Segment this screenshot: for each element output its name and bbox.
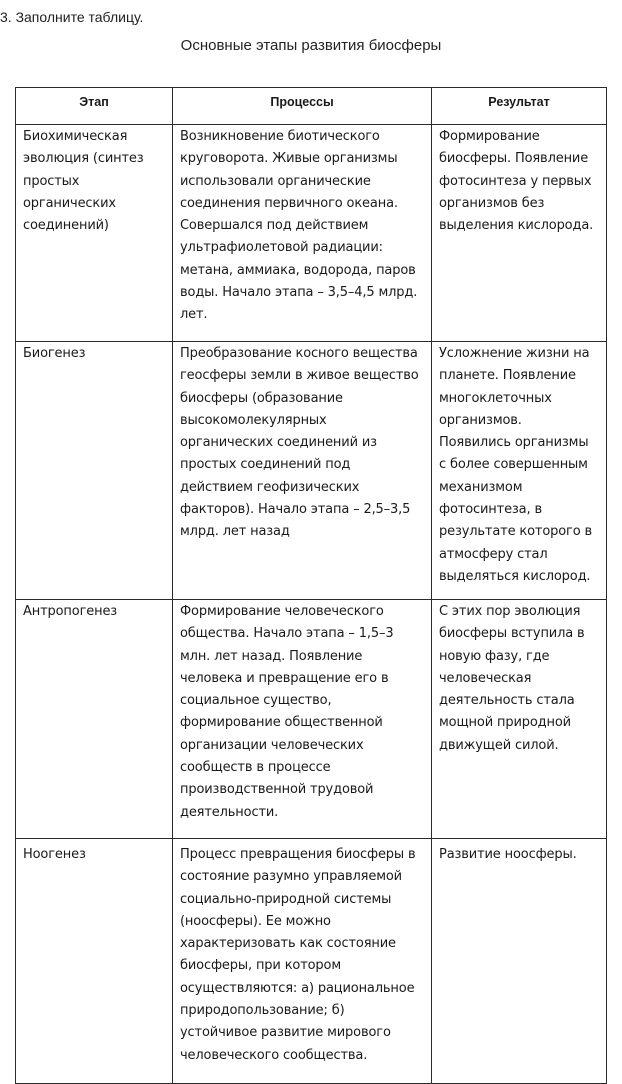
- cell-line: эволюция (синтез: [23, 151, 144, 167]
- cell-line: Совершался под действием: [180, 218, 369, 234]
- cell-line: формирование общественной: [180, 715, 383, 731]
- header-row: [16, 88, 607, 125]
- cell-line: круговорота. Живые организмы: [180, 151, 398, 167]
- cell-line: социальное существо,: [180, 693, 332, 709]
- cell-line: млн. лет назад. Появление: [180, 648, 363, 664]
- cell-line: организмов.: [439, 412, 522, 428]
- cell-line: факторов). Начало этапа – 2,5–3,5: [180, 502, 411, 518]
- header-result: Результат: [432, 88, 607, 125]
- cell-line: биосферы вступила в: [439, 626, 585, 642]
- cell-line: биосферы, при котором: [180, 958, 341, 974]
- cell-line: органических соединений из: [180, 435, 377, 451]
- processes-cell: [173, 600, 432, 839]
- cell-line: органических: [23, 195, 116, 211]
- header-stage: Этап: [16, 88, 173, 125]
- table-row: [16, 342, 607, 600]
- stage-cell: [16, 125, 173, 342]
- cell-line: характеризовать как состояние: [180, 936, 396, 952]
- result-cell: [432, 600, 607, 839]
- cell-line: состояние разумно управляемой: [180, 869, 402, 885]
- result-cell: [432, 342, 607, 600]
- cell-line: с более совершенным: [439, 457, 588, 473]
- cell-line: новую фазу, где: [439, 648, 550, 664]
- cell-line: человеческого сообщества.: [180, 1047, 368, 1063]
- cell-line: использовали органические: [180, 173, 371, 189]
- cell-line: Развитие ноосферы.: [439, 847, 577, 862]
- cell-line: природопользование; б): [180, 1003, 345, 1019]
- stage-cell: [16, 839, 173, 1084]
- cell-line: простых: [23, 173, 80, 189]
- cell-line: осуществляются: а) рациональное: [180, 980, 415, 996]
- task-label: 3. Заполните таблицу.: [0, 9, 144, 25]
- cell-line: механизмом: [439, 479, 523, 495]
- cell-line: Биохимическая: [23, 129, 128, 144]
- cell-line: геосферы земли в живое вещество: [180, 368, 419, 384]
- cell-line: Формирование человеческого: [180, 604, 384, 619]
- cell-line: Биогенез: [23, 346, 86, 361]
- cell-line: деятельности.: [180, 804, 279, 820]
- cell-line: простых соединений под: [180, 457, 351, 473]
- cell-line: человеческая: [439, 670, 532, 686]
- cell-line: многоклеточных: [439, 390, 552, 406]
- cell-line: организмов без: [439, 195, 545, 211]
- stages-table: [15, 87, 607, 1084]
- cell-line: фотосинтеза, в: [439, 502, 542, 518]
- cell-line: Формирование: [439, 129, 540, 144]
- cell-line: млрд. лет назад: [180, 524, 290, 540]
- result-cell: [432, 125, 607, 342]
- table-row: [16, 839, 607, 1084]
- processes-cell: [173, 342, 432, 600]
- cell-line: биосферы (образование: [180, 390, 343, 406]
- cell-line: человека и превращение его в: [180, 670, 389, 686]
- cell-line: соединений): [23, 218, 109, 234]
- cell-line: биосферы. Появление: [439, 151, 589, 167]
- cell-line: Ноогенез: [23, 847, 86, 862]
- table-row: [16, 125, 607, 342]
- cell-line: результате которого в: [439, 524, 593, 540]
- cell-line: сообществ в процессе: [180, 760, 331, 776]
- cell-line: Процесс превращения биосферы в: [180, 847, 416, 862]
- table-title: Основные этапы развития биосферы: [180, 37, 442, 54]
- cell-line: Усложнение жизни на: [439, 346, 590, 361]
- header-processes: Процессы: [173, 88, 432, 125]
- cell-line: высокомолекулярных: [180, 412, 327, 428]
- cell-line: метана, аммиака, водорода, паров: [180, 262, 416, 278]
- cell-line: соединения первичного океана.: [180, 195, 398, 211]
- cell-line: С этих пор эволюция: [439, 604, 581, 619]
- cell-line: социально-природной системы: [180, 891, 392, 907]
- cell-line: производственной трудовой: [180, 782, 374, 798]
- cell-line: выделения кислорода.: [439, 218, 594, 234]
- cell-line: общества. Начало этапа – 1,5–3: [180, 626, 394, 642]
- cell-line: воды. Начало этапа – 3,5–4,5 млрд.: [180, 285, 418, 301]
- cell-line: Появились организмы: [439, 435, 589, 451]
- cell-line: устойчивое развитие мирового: [180, 1025, 391, 1041]
- cell-line: организации человеческих: [180, 737, 364, 753]
- cell-line: действием геофизических: [180, 479, 360, 495]
- cell-line: ультрафиолетовой радиации:: [180, 240, 383, 256]
- result-cell: [432, 839, 607, 1084]
- table-row: [16, 600, 607, 839]
- stage-cell: [16, 342, 173, 600]
- cell-line: Возникновение биотического: [180, 129, 380, 144]
- cell-line: Преобразование косного вещества: [180, 346, 418, 361]
- cell-line: лет.: [180, 307, 208, 323]
- cell-line: Антропогенез: [23, 604, 118, 619]
- cell-line: фотосинтеза у первых: [439, 173, 592, 189]
- cell-line: планете. Появление: [439, 368, 576, 384]
- cell-line: (ноосферы). Ее можно: [180, 913, 331, 929]
- cell-line: деятельность стала: [439, 693, 575, 709]
- cell-line: движущей силой.: [439, 737, 559, 753]
- stage-cell: [16, 600, 173, 839]
- processes-cell: [173, 125, 432, 342]
- cell-line: мощной природной: [439, 715, 571, 731]
- cell-line: атмосферу стал: [439, 546, 548, 562]
- processes-cell: [173, 839, 432, 1084]
- cell-line: выделяться кислород.: [439, 568, 591, 584]
